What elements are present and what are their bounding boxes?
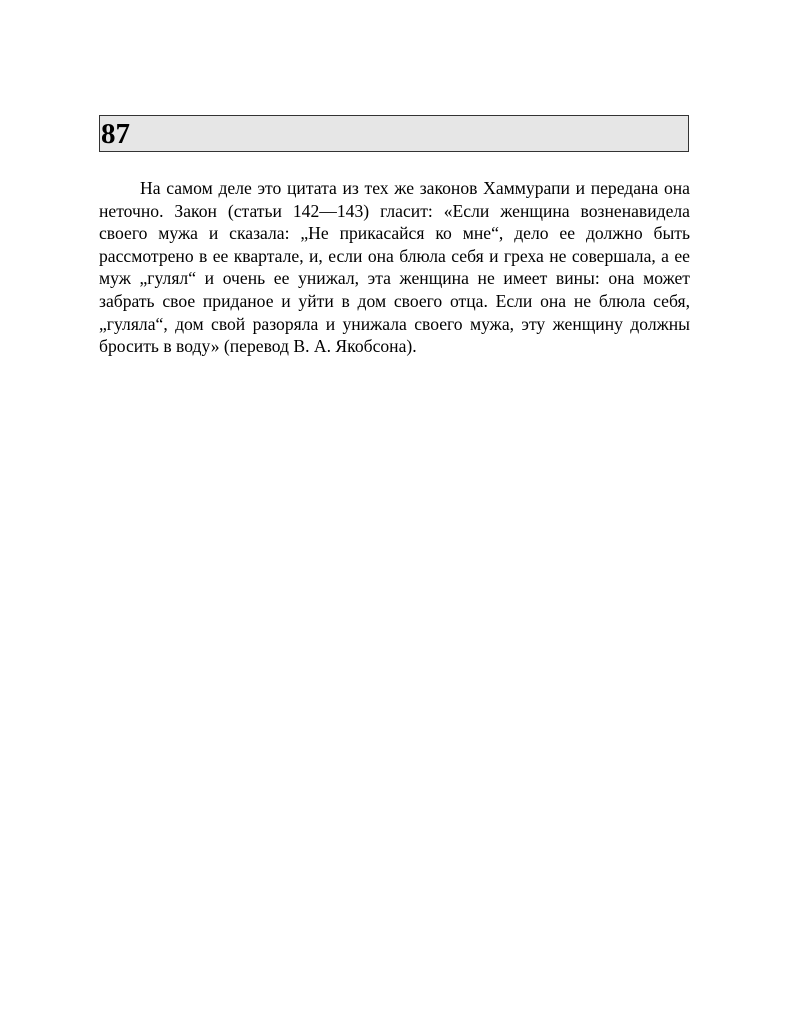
note-number: 87 (101, 118, 130, 150)
note-header-box (99, 115, 689, 152)
note-paragraph: На самом деле это цитата из тех же законов Хаммурапи и передана она неточно. Закон (статьи 142—143) гласит: «Если женщина возненавидела своего мужа и сказала: „Не прикасайся ко мне“, дело ее должно быть рассмотрено в ее квартале, и, если она блюла себя и греха не совершала, а ее муж „гулял“ и очень ее унижал, эта женщина не имеет вины: она может забрать свое приданое и уйти в дом своего отца. Если она не блюла себя, „гуляла“, дом свой разоряла и унижала своего мужа, эту женщину должны бросить в воду» (перевод В. А. Якобсона). (99, 178, 690, 357)
